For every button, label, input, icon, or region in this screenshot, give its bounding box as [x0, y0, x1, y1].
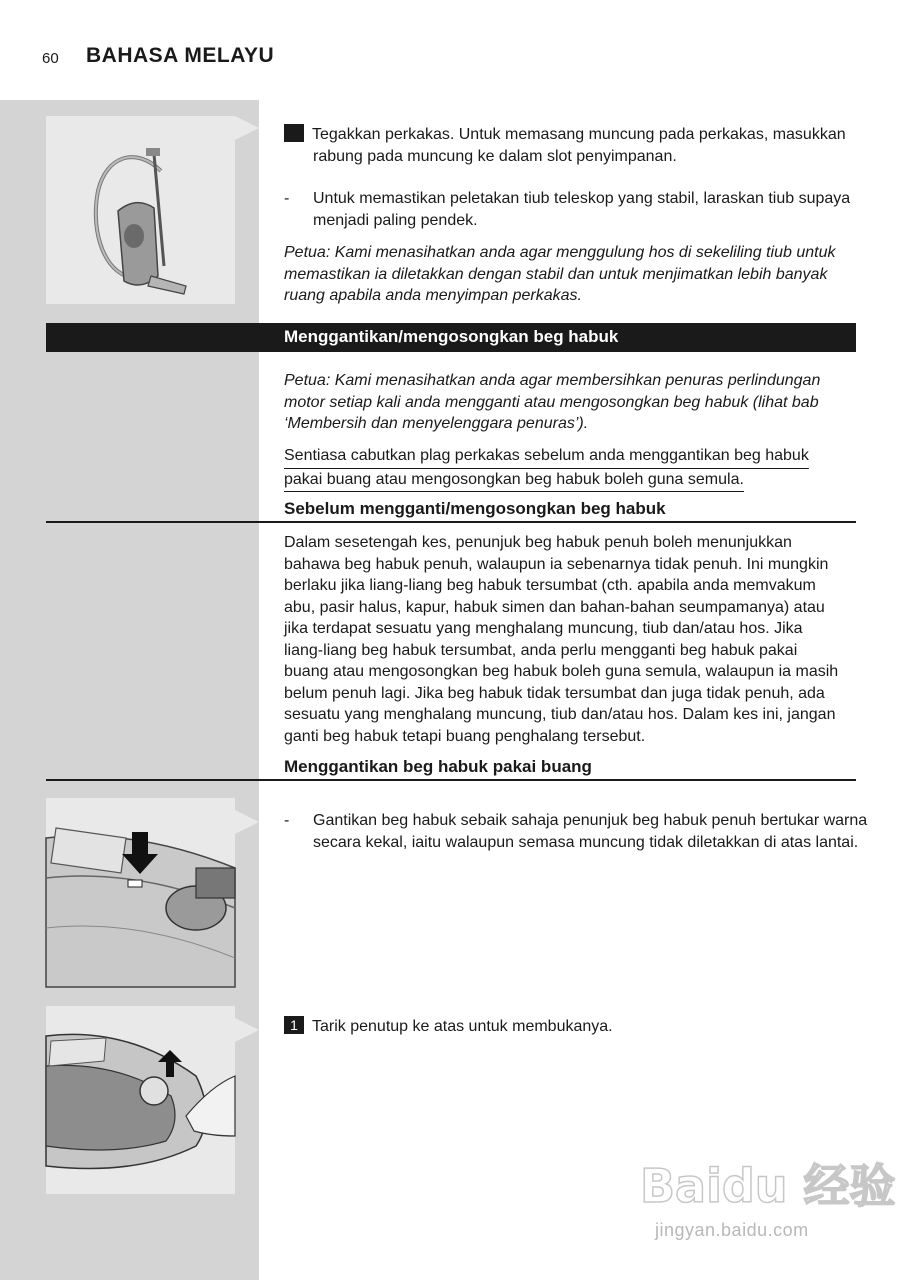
dash-note-intro [284, 188, 873, 231]
divider [46, 779, 856, 781]
step-number-badge: 1 [284, 1016, 304, 1034]
page-title: BAHASA MELAYU [86, 44, 275, 67]
section-title: Menggantikan/mengosongkan beg habuk [284, 327, 619, 346]
tip-filter: Petua: Kami menasihatkan anda agar membersihkan penuras perlindungan motor setiap kali anda mengganti atau mengosongkan beg habuk (lihat bab ‘Membersih dan menyelenggara penuras’). [284, 372, 821, 432]
tip-hose: Petua: Kami menasihatkan anda agar menggulung hos di sekeliling tiub untuk memastikan ia diletakkan dengan stabil dan untuk menjimatkan lebih banyak ruang apabila anda menyimpan perkakas. [284, 244, 836, 304]
dash-note-text: Untuk memastikan peletakan tiub teleskop yang stabil, laraskan tiub supaya menjadi paling pendek. [313, 190, 851, 229]
indicator-arrow-illustration [46, 798, 235, 987]
step-3 [275, 124, 873, 167]
step-1 [284, 1016, 844, 1038]
dash-note-text: Gantikan beg habuk sebaik sahaja penunjuk beg habuk penuh bertukar warna secara kekal, iaitu walaupun semasa muncung tidak diletakkan di atas lantai. [313, 812, 868, 851]
lid-open-illustration [46, 1006, 235, 1194]
page-number: 60 [42, 50, 59, 67]
subheading-replace: Menggantikan beg habuk pakai buang [284, 757, 592, 776]
subheading-before: Sebelum mengganti/mengosongkan beg habuk [284, 499, 666, 518]
dash-bullet: - [284, 190, 290, 207]
baidu-logo-text: Baidu 经验 [640, 1159, 896, 1213]
baidu-paw-icon [640, 1150, 896, 1220]
warning-line-2: pakai buang atau mengosongkan beg habuk boleh guna semula. [284, 469, 744, 493]
warning-line-1: Sentiasa cabutkan plag perkakas sebelum anda menggantikan beg habuk [284, 445, 809, 469]
dash-note-replace [284, 810, 883, 853]
watermark-domain: jingyan.baidu.com [655, 1220, 809, 1240]
dash-bullet: - [284, 812, 290, 829]
step-3-text: Tegakkan perkakas. Untuk memasang muncung pada perkakas, masukkan rabung pada muncung ke dalam slot penyimpanan. [312, 126, 846, 165]
divider [46, 521, 856, 523]
vacuum-illustration [46, 116, 235, 304]
step-1-text: Tarik penutup ke atas untuk membukanya. [312, 1018, 613, 1035]
before-body: Dalam sesetengah kes, penunjuk beg habuk penuh boleh menunjukkan bahawa beg habuk penuh, walaupun ia sebenarnya tidak penuh. Ini mungkin berlaku jika liang-liang beg habuk tersumbat (cth. apabila anda memvakum abu, pasir halus, kapur, habuk simen dan bahan-bahan seumpamanya) atau jika terdapat sesuatu yang menghalang muncung, tiub dan/atau hos. Jika liang-liang beg habuk tersumbat, anda perlu mengganti beg habuk pakai buang atau mengosongkan beg habuk boleh guna semula, walaupun ia masih belum penuh lagi. Jika beg habuk tidak tersumbat dan juga tidak penuh, ada sesuatu yang menghalang muncung, tiub dan/atau hos. Dalam kes ini, jangan ganti beg habuk tetapi buang penghalang tersebut. [284, 534, 839, 745]
warning-unplug [284, 445, 854, 492]
step-number-badge: 3 [284, 124, 304, 142]
